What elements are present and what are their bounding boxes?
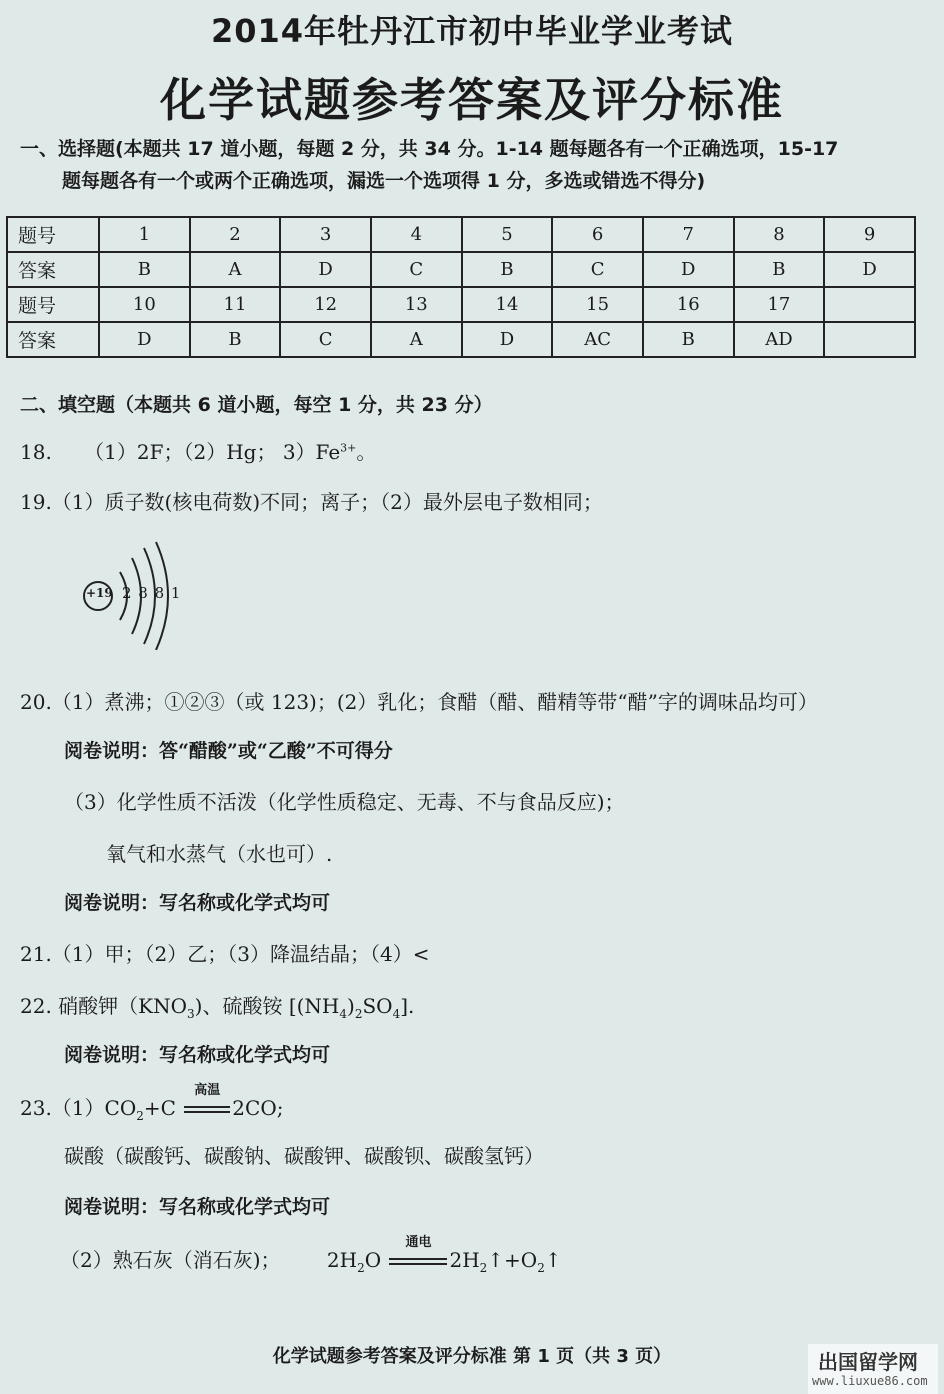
q23-equation-1: [20, 1083, 284, 1123]
q23-text: ↑+O: [487, 1248, 538, 1272]
q18-text: （1）2F；（2）Hg； 3）Fe: [84, 440, 341, 464]
q23-text: 23.（1）CO: [20, 1096, 137, 1120]
watermark-logo: [808, 1344, 938, 1394]
answer-cell: A: [371, 322, 462, 357]
subscript: 2: [537, 1261, 545, 1275]
table-row: [7, 217, 915, 252]
q23-text: O: [364, 1248, 382, 1272]
question-number: 8: [734, 217, 825, 252]
electron-shells: 2 8 8 1: [122, 584, 182, 602]
q23-grading-note: 阅卷说明：写名称或化学式均可: [64, 1196, 331, 1218]
answer-cell: AD: [734, 322, 825, 357]
q23-part2: [60, 1235, 562, 1275]
q18-end: 。: [356, 440, 377, 464]
table-row: [7, 322, 915, 357]
question-number: 11: [190, 287, 281, 322]
question-number: 9: [824, 217, 915, 252]
q23-text: +C: [143, 1096, 176, 1120]
question-number: 7: [643, 217, 734, 252]
question-label: 题号: [7, 217, 99, 252]
subscript: 2: [136, 1109, 144, 1123]
atom-structure-diagram: [80, 540, 190, 650]
question-number: 2: [190, 217, 281, 252]
q18-charge: 3+: [340, 441, 357, 455]
reaction-condition: 通电: [405, 1235, 432, 1250]
table-row: [7, 252, 915, 287]
question-number: 13: [371, 287, 462, 322]
question-label: 题号: [7, 287, 99, 322]
answer-cell: D: [824, 252, 915, 287]
question-number: 15: [552, 287, 643, 322]
subscript: 3: [187, 1007, 195, 1021]
answer-cell: B: [643, 322, 734, 357]
answer-cell: B: [734, 252, 825, 287]
subscript: 2: [354, 1007, 363, 1021]
subscript: 2: [479, 1261, 488, 1275]
section2-heading: 二、填空题（本题共 6 道小题，每空 1 分，共 23 分）: [20, 394, 493, 416]
question-number: 17: [734, 287, 825, 322]
q20-grading-note: 阅卷说明：答“醋酸”或“乙酸”不可得分: [64, 740, 393, 762]
q22-text: )、硫酸铵 [(NH: [194, 994, 340, 1018]
exam-title: 2014年牡丹江市初中毕业学业考试: [210, 12, 734, 50]
question-number: 3: [280, 217, 371, 252]
subscript: 4: [339, 1007, 348, 1021]
q20-grading-note-2: 阅卷说明：写名称或化学式均可: [64, 892, 331, 914]
reaction-arrow: [184, 1083, 230, 1120]
q23-text: 2H: [449, 1248, 480, 1272]
section1-heading-line1: 一、选择题(本题共 17 道小题，每题 2 分，共 34 分。1-14 题每题各有一个正确选项，15-17: [20, 138, 839, 160]
q20-line4: 氧气和水蒸气（水也可）.: [106, 842, 333, 866]
q23-text: （2）熟石灰（消石灰)；: [60, 1248, 281, 1272]
q18-answer: [20, 436, 376, 465]
question-number: 10: [99, 287, 190, 322]
answer-cell: B: [462, 252, 553, 287]
subscript: 4: [392, 1007, 401, 1021]
answer-cell: A: [190, 252, 281, 287]
answer-cell: B: [190, 322, 281, 357]
answer-cell: D: [99, 322, 190, 357]
q21-answer: 21.（1）甲；（2）乙；（3）降温结晶；（4）<: [20, 942, 430, 966]
answer-cell: C: [552, 252, 643, 287]
question-number: [824, 287, 915, 322]
q23-line2: 碳酸（碳酸钙、碳酸钠、碳酸钾、碳酸钡、碳酸氢钙）: [64, 1144, 544, 1168]
answer-cell: D: [462, 322, 553, 357]
q20-line3: （3）化学性质不活泼（化学性质稳定、无毒、不与食品反应)；: [64, 790, 625, 814]
section1-heading-line2: 题每题各有一个或两个正确选项，漏选一个选项得 1 分，多选或错选不得分): [62, 170, 706, 192]
q23-text: 2H: [326, 1248, 358, 1272]
answer-cell: [824, 322, 915, 357]
answer-cell: B: [99, 252, 190, 287]
q23-text: ↑: [544, 1248, 562, 1272]
q22-text: ].: [400, 994, 415, 1018]
reaction-condition: 高温: [194, 1083, 221, 1098]
question-number: 12: [280, 287, 371, 322]
answer-table: [6, 216, 916, 358]
q22-grading-note: 阅卷说明：写名称或化学式均可: [64, 1044, 331, 1066]
page-footer: 化学试题参考答案及评分标准 第 1 页（共 3 页）: [272, 1346, 672, 1367]
question-number: 4: [371, 217, 462, 252]
answer-cell: C: [280, 322, 371, 357]
q20-line1: 20.（1）煮沸；①②③（或 123)；(2）乳化；食醋（醋、醋精等带“醋”字的调味品均可）: [20, 690, 818, 714]
document-title: 化学试题参考答案及评分标准: [160, 73, 784, 127]
answer-cell: D: [280, 252, 371, 287]
answer-label: 答案: [7, 252, 99, 287]
question-number: 1: [99, 217, 190, 252]
table-row: [7, 287, 915, 322]
q22-answer: [20, 990, 414, 1021]
q22-text: 22. 硝酸钾（KNO: [20, 994, 188, 1018]
answer-cell: D: [643, 252, 734, 287]
q23-text: 2CO;: [232, 1096, 284, 1120]
question-number: 14: [462, 287, 553, 322]
subscript: 2: [357, 1261, 365, 1275]
question-number: 16: [643, 287, 734, 322]
answer-cell: AC: [552, 322, 643, 357]
q22-text: ): [347, 994, 355, 1018]
watermark-url: www.liuxue86.com: [812, 1374, 928, 1388]
watermark-text: 出国留学网: [818, 1350, 918, 1374]
question-number: 6: [552, 217, 643, 252]
q22-text: SO: [362, 994, 393, 1018]
reaction-arrow: [389, 1235, 447, 1272]
nucleus-label: +19: [86, 586, 113, 600]
question-number: 5: [462, 217, 553, 252]
answer-label: 答案: [7, 322, 99, 357]
q18-number: 18.: [20, 440, 52, 464]
q19-answer: 19.（1）质子数(核电荷数)不同；离子；（2）最外层电子数相同；: [20, 490, 603, 514]
answer-cell: C: [371, 252, 462, 287]
